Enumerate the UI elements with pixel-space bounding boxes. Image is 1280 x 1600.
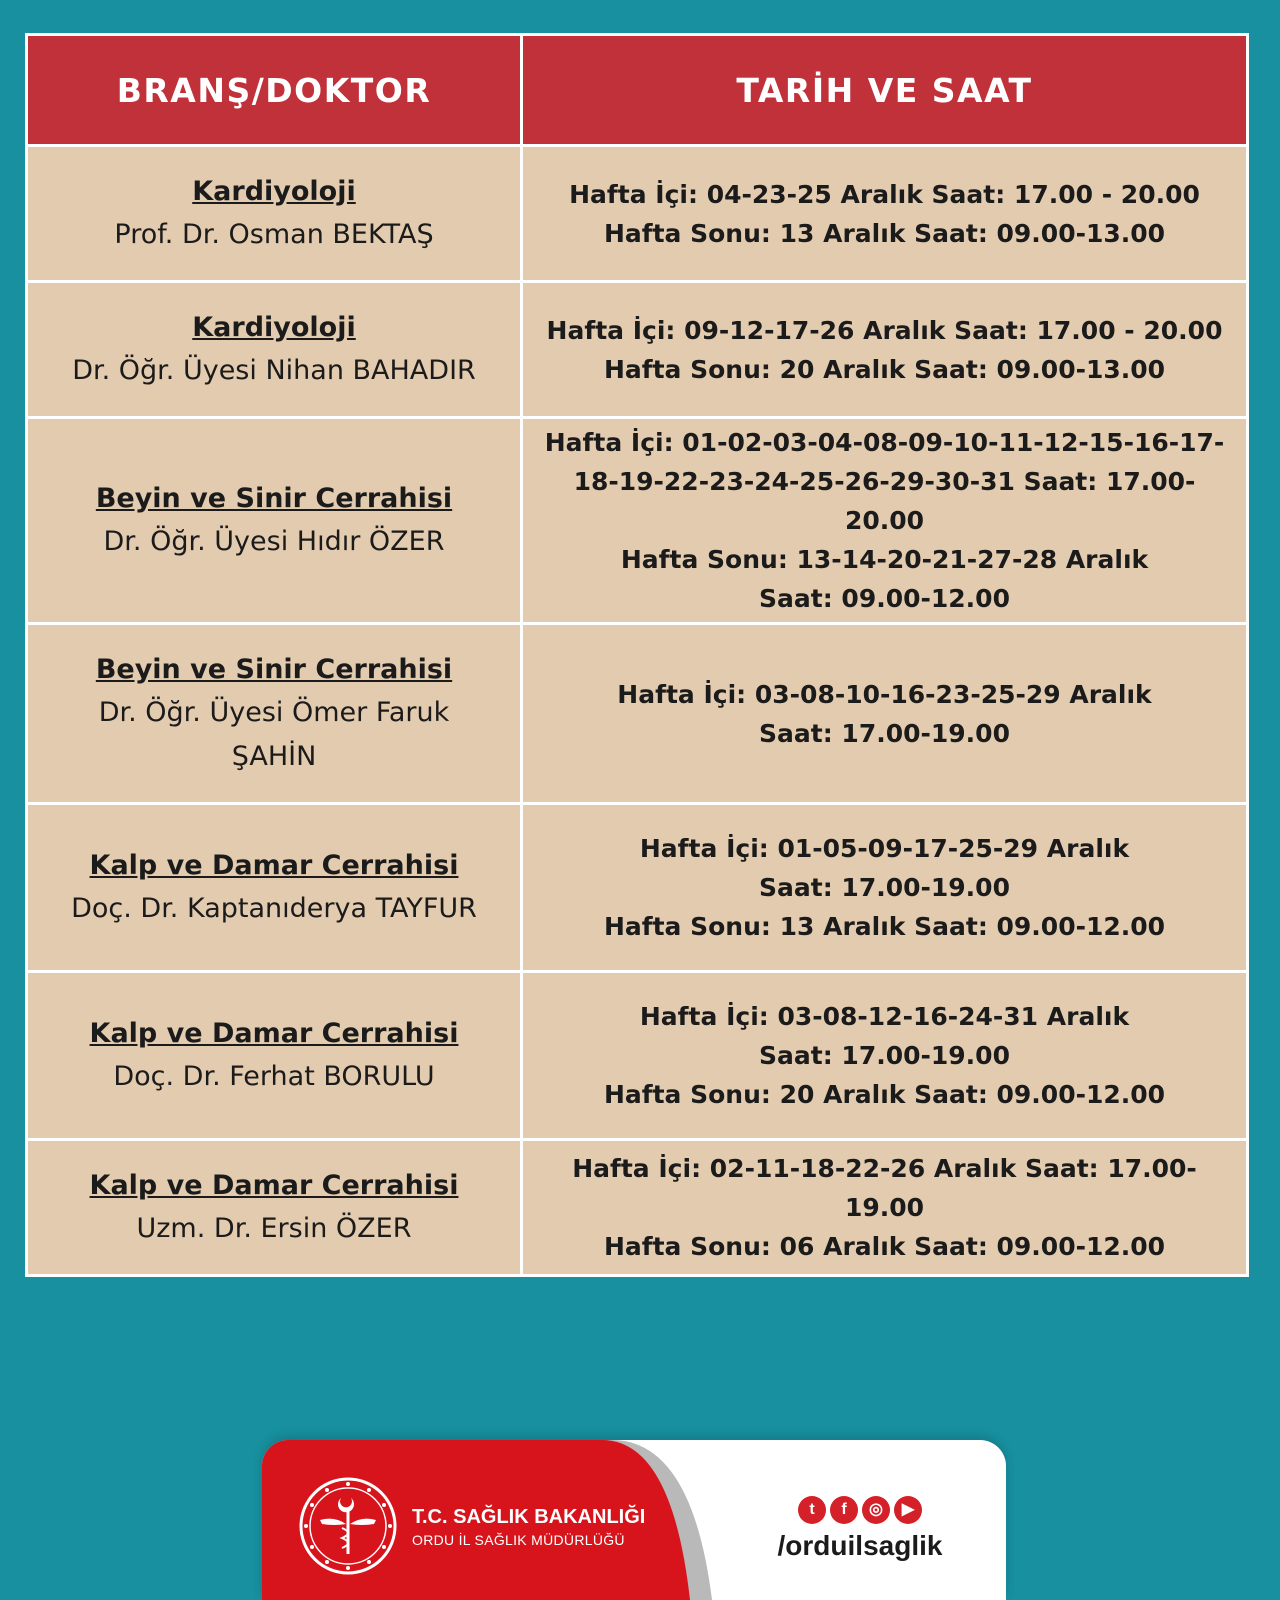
schedule-cell (522, 804, 1248, 972)
schedule-line: Hafta Sonu: 13 Aralık Saat: 09.00-13.00 (603, 218, 1166, 248)
doctor-name: Doç. Dr. Ferhat BORULU (113, 1060, 435, 1092)
branch-doctor-cell (27, 1140, 522, 1276)
header-branch-doctor: BRANŞ/DOKTOR (27, 35, 522, 146)
doctor-name: Doç. Dr. Kaptanıderya TAYFUR (71, 892, 477, 924)
schedule-line: Hafta İçi: 03-08-10-16-23-25-29 Aralık (617, 679, 1152, 709)
doctor-name: Dr. Öğr. Üyesi Nihan BAHADIR (72, 354, 476, 386)
ministry-department: ORDU İL SAĞLIK MÜDÜRLÜĞÜ (412, 1532, 625, 1548)
schedule-line: Saat: 17.00-19.00 (759, 1041, 1010, 1070)
twitter-icon[interactable]: t (798, 1496, 826, 1524)
table-row (27, 146, 1248, 282)
schedule-table (25, 33, 1249, 1277)
footer-banner (262, 1440, 1006, 1600)
schedule-line: Hafta Sonu: 13 Aralık Saat: 09.00-12.00 (603, 912, 1166, 941)
social-handle[interactable]: /orduilsaglik (777, 1530, 943, 1561)
schedule-line: Saat: 09.00-12.00 (759, 584, 1010, 613)
table-row (27, 282, 1248, 418)
schedule-line: Hafta Sonu: 06 Aralık Saat: 09.00-12.00 (603, 1232, 1166, 1261)
schedule-line: Hafta İçi: 01-02-03-04-08-09-10-11-12-15-16-17- (544, 428, 1225, 457)
schedule-line: Hafta İçi: 09-12-17-26 Aralık Saat: 17.00 - 20.00 (546, 315, 1223, 345)
table-row (27, 418, 1248, 624)
schedule-cell (522, 624, 1248, 804)
branch-name: Kardiyoloji (192, 311, 356, 343)
table-row (27, 804, 1248, 972)
branch-name: Kalp ve Damar Cerrahisi (89, 849, 459, 881)
branch-name: Kalp ve Damar Cerrahisi (89, 1017, 459, 1049)
branch-name: Beyin ve Sinir Cerrahisi (95, 653, 453, 685)
doctor-name: Dr. Öğr. Üyesi Hıdır ÖZER (103, 525, 445, 557)
schedule-line: Hafta İçi: 01-05-09-17-25-29 Aralık (639, 834, 1130, 863)
schedule-line: Hafta İçi: 04-23-25 Aralık Saat: 17.00 - 20.00 (569, 179, 1200, 209)
facebook-icon[interactable]: f (830, 1496, 858, 1524)
table-row (27, 624, 1248, 804)
branch-name: Kalp ve Damar Cerrahisi (89, 1169, 459, 1201)
social-icons (770, 1496, 950, 1524)
branch-doctor-cell (27, 972, 522, 1140)
schedule-cell (522, 418, 1248, 624)
schedule-cell (522, 146, 1248, 282)
instagram-icon[interactable]: ◎ (862, 1496, 890, 1524)
table-header-row (27, 35, 1248, 146)
schedule-line: 18-19-22-23-24-25-26-29-30-31 Saat: 17.00-20.00 (573, 467, 1196, 535)
schedule-line: Hafta Sonu: 20 Aralık Saat: 09.00-13.00 (603, 354, 1166, 384)
schedule-cell (522, 282, 1248, 418)
branch-doctor-cell (27, 624, 522, 804)
branch-doctor-cell (27, 282, 522, 418)
schedule-line: Saat: 17.00-19.00 (759, 873, 1010, 902)
schedule-line: Saat: 17.00-19.00 (759, 718, 1010, 748)
schedule-cell (522, 972, 1248, 1140)
ministry-name: T.C. SAĞLIK BAKANLIĞI (412, 1506, 646, 1528)
table-row (27, 972, 1248, 1140)
schedule-line: Hafta Sonu: 13-14-20-21-27-28 Aralık (620, 545, 1149, 574)
branch-doctor-cell (27, 146, 522, 282)
schedule-line: Hafta İçi: 02-11-18-22-26 Aralık Saat: 17.00-19.00 (572, 1154, 1197, 1222)
doctor-name: Uzm. Dr. Ersin ÖZER (136, 1212, 412, 1244)
ministry-text (412, 1506, 645, 1548)
branch-doctor-cell (27, 804, 522, 972)
youtube-icon[interactable]: ▶ (894, 1496, 922, 1524)
branch-name: Kardiyoloji (192, 175, 356, 207)
table-row (27, 1140, 1248, 1276)
doctor-name: Dr. Öğr. Üyesi Ömer Faruk ŞAHİN (98, 696, 450, 772)
social-block (770, 1496, 950, 1562)
ministry-emblem-icon (298, 1476, 398, 1576)
schedule-cell (522, 1140, 1248, 1276)
branch-name: Beyin ve Sinir Cerrahisi (95, 482, 453, 514)
doctor-name: Prof. Dr. Osman BEKTAŞ (114, 218, 434, 250)
header-date-time: TARİH VE SAAT (522, 35, 1248, 146)
schedule-line: Hafta Sonu: 20 Aralık Saat: 09.00-12.00 (603, 1080, 1166, 1109)
schedule-line: Hafta İçi: 03-08-12-16-24-31 Aralık (639, 1002, 1130, 1031)
branch-doctor-cell (27, 418, 522, 624)
